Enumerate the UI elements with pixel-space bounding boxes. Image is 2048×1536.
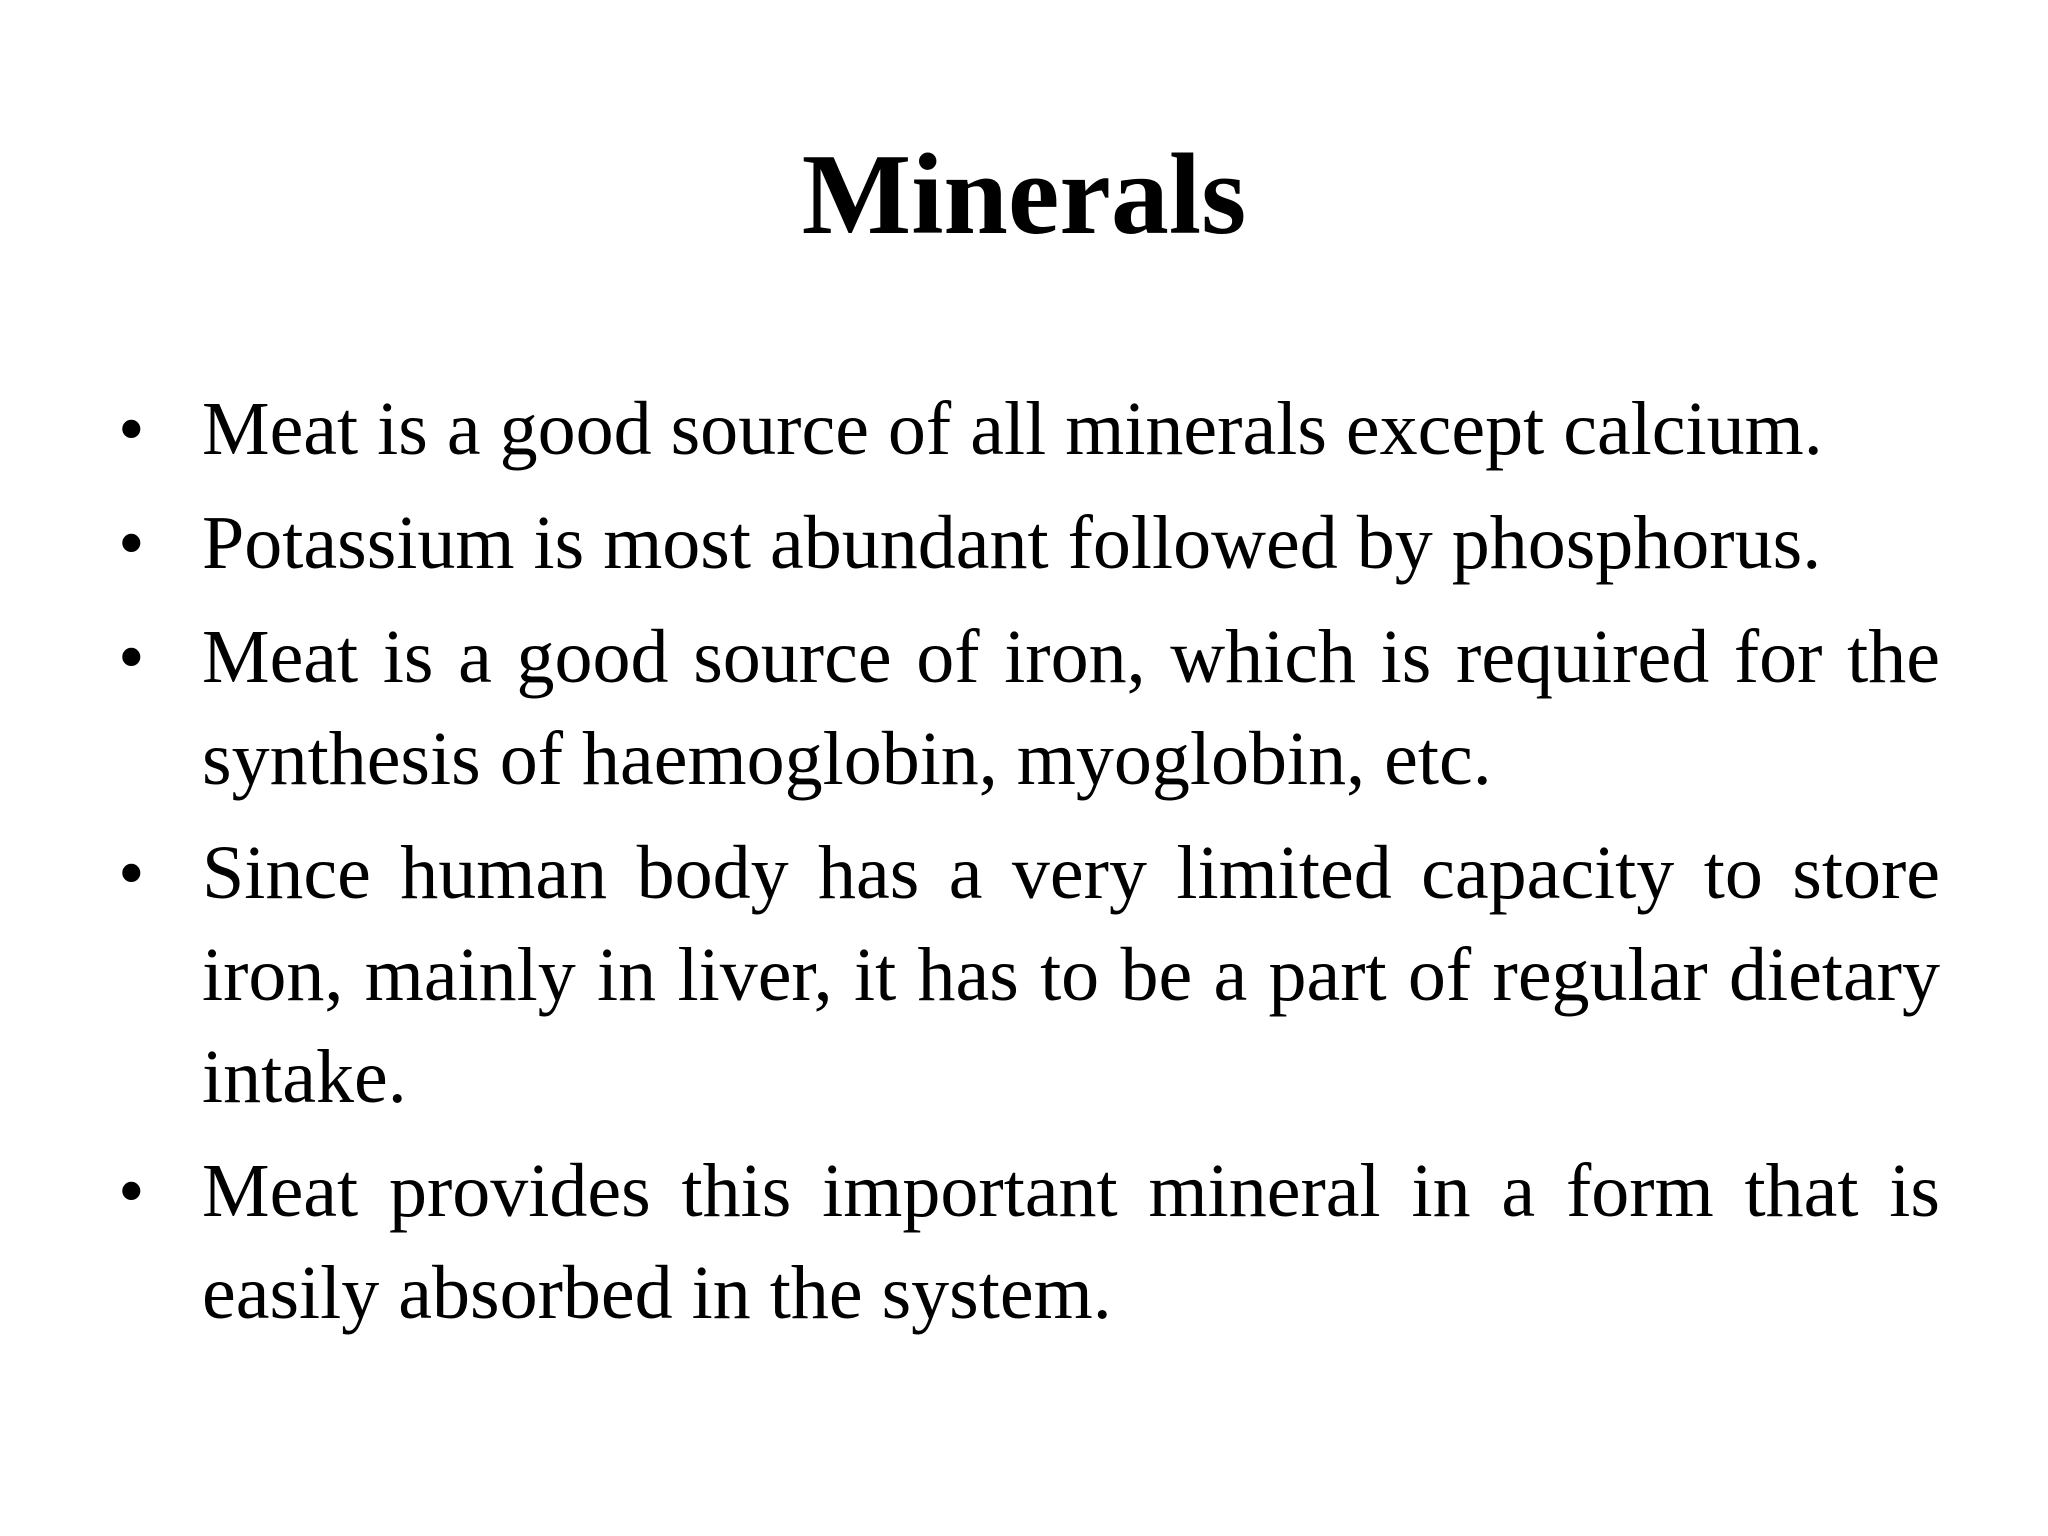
bullet-item	[118, 378, 1940, 480]
bullet-list	[118, 378, 1940, 1356]
bullet-item	[118, 1140, 1940, 1344]
bullet-text: Meat provides this important mineral in a form that is easily absorbed in the system.	[202, 1149, 1940, 1335]
bullet-item	[118, 492, 1940, 594]
bullet-item	[118, 822, 1940, 1128]
bullet-marker: •	[118, 615, 145, 699]
bullet-marker: •	[118, 387, 145, 471]
bullet-text: Meat is a good source of iron, which is required for the synthesis of haemoglobin, myoglobin, etc.	[202, 615, 1940, 801]
bullet-marker: •	[118, 501, 145, 585]
bullet-text: Meat is a good source of all minerals except calcium.	[202, 387, 1823, 471]
bullet-marker: •	[118, 831, 145, 915]
bullet-text: Potassium is most abundant followed by phosphorus.	[202, 501, 1822, 585]
bullet-text: Since human body has a very limited capacity to store iron, mainly in liver, it has to be a part of regular dietary intake.	[202, 831, 1940, 1119]
slide-title: Minerals	[801, 131, 1247, 259]
bullet-marker: •	[118, 1149, 145, 1233]
bullet-item	[118, 606, 1940, 810]
